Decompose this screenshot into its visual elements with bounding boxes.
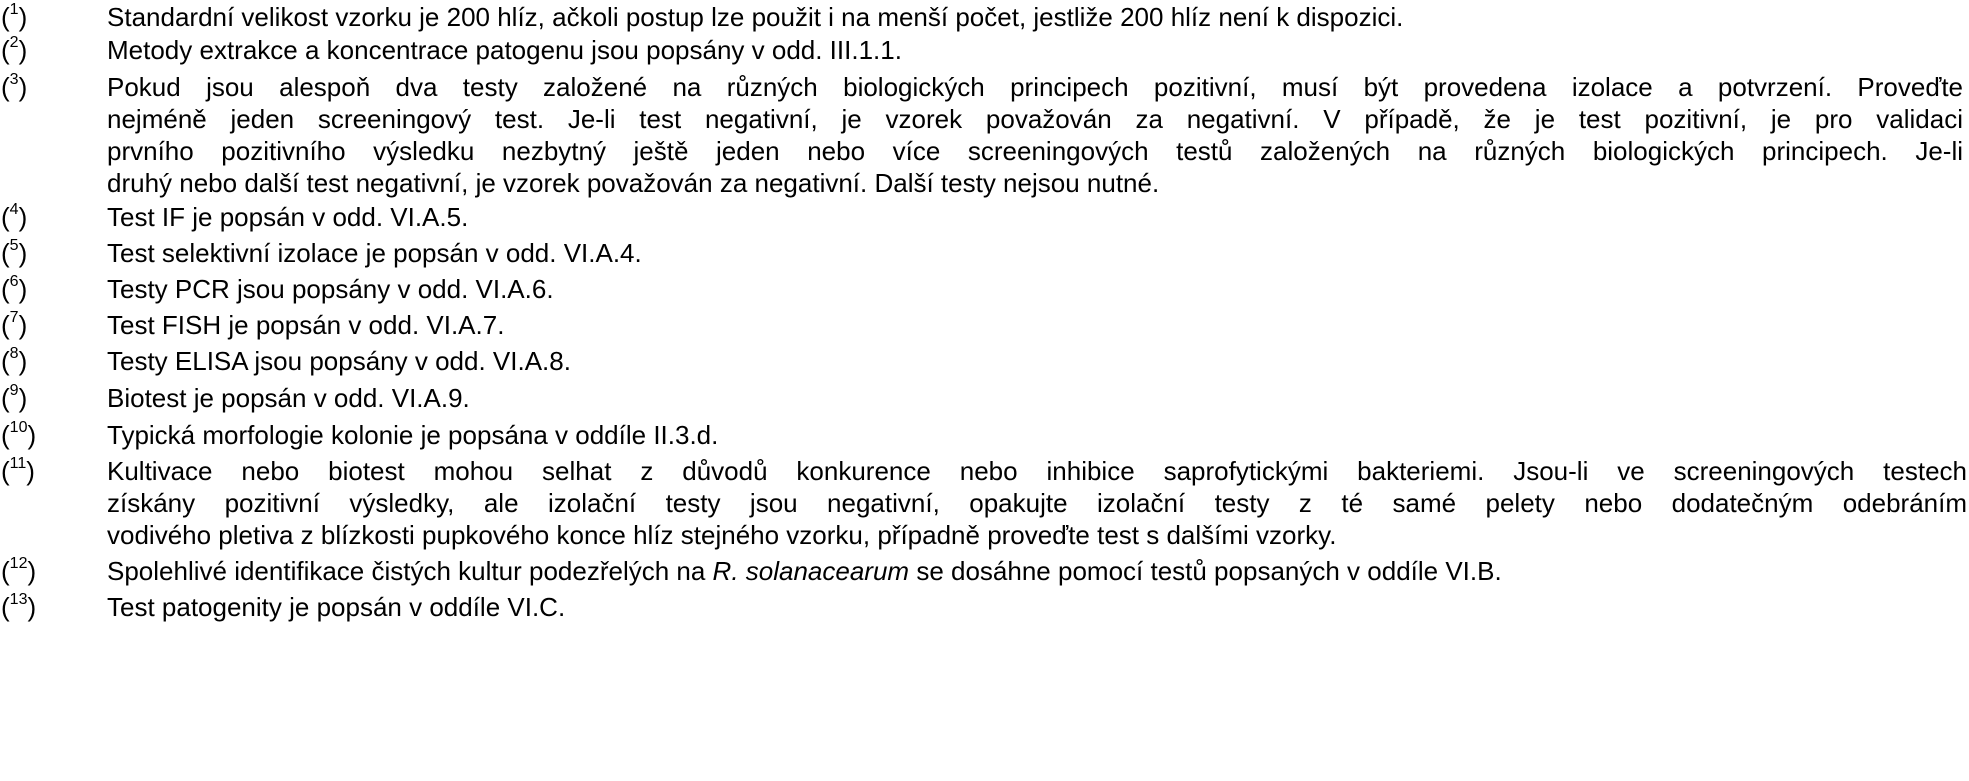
footnote-marker: ($^8$) xyxy=(1,345,28,376)
footnote-marker: ($^3$) xyxy=(1,71,28,102)
footnote-marker: ($^2$) xyxy=(1,34,28,65)
footnote-marker: ($^5$) xyxy=(1,237,28,268)
footnote-text: Standardní velikost vzorku je 200 hlíz, ačkoli postup lze použit i na menší počet, jestliže 200 hlíz není k dispozici. xyxy=(107,2,1404,32)
footnote-marker: ($^4$) xyxy=(1,201,28,232)
footnote-text: Test selektivní izolace je popsán v odd. VI.A.4. xyxy=(107,238,642,268)
footnote-text: Biotest je popsán v odd. VI.A.9. xyxy=(107,383,470,413)
footnote-text: Typická morfologie kolonie je popsána v oddíle II.3.d. xyxy=(107,420,719,450)
species-name: R. solanacearum xyxy=(712,556,910,586)
footnote-marker: ($^6$) xyxy=(1,273,28,304)
footnote-text: Pokud jsou alespoň dva testy založené na různých biologických principech pozitivní, musí být provedena izolace a potvrzení. Proveďte nejméně jeden screeningový test. Je-li test negativní, je vzorek považován za negativní. V případě, že je test pozitivní, je pro validaci prvního pozitivního výsledku nezbytný ještě jeden nebo více screeningových testů založených na různých biologických principech. Je-li druhý nebo další test negativní, je vzorek považován za negativní. Další testy nejsou nutné. xyxy=(107,72,1963,198)
footnote-text: Metody extrakce a koncentrace patogenu jsou popsány v odd. III.1.1. xyxy=(107,35,902,65)
footnote-marker: ($^{10}$) xyxy=(1,419,37,450)
footnote-text: Test patogenity je popsán v oddíle VI.C. xyxy=(107,592,566,622)
footnote-text: Testy ELISA jsou popsány v odd. VI.A.8. xyxy=(107,346,571,376)
footnote-marker: ($^9$) xyxy=(1,382,28,413)
footnote-marker: ($^7$) xyxy=(1,309,28,340)
footnote-marker: ($^{13}$) xyxy=(1,591,37,622)
footnote-text: Test IF je popsán v odd. VI.A.5. xyxy=(107,202,469,232)
footnote-text: Testy PCR jsou popsány v odd. VI.A.6. xyxy=(107,274,554,304)
footnote-marker: ($^1$) xyxy=(1,1,28,32)
footnote-text: Test FISH je popsán v odd. VI.A.7. xyxy=(107,310,505,340)
footnote-text: Kultivace nebo biotest mohou selhat z důvodů konkurence nebo inhibice saprofytickými bakteriemi. Jsou-li ve screeningových testech získány pozitivní výsledky, ale izolační testy jsou negativní, opakujte izolační testy z té samé pelety nebo dodatečným odebráním vodivého pletiva z blízkosti pupkového konce hlíz stejného vzorku, případně proveďte test s dalšími vzorky. xyxy=(107,456,1967,550)
footnote-marker: ($^{11}$) xyxy=(1,455,35,486)
footnote-marker: ($^{12}$) xyxy=(1,555,37,586)
footnote-text: Spolehlivé identifikace čistých kultur podezřelých na R. solanacearum se dosáhne pomocí testů popsaných v oddíle VI.B. xyxy=(107,556,1502,586)
